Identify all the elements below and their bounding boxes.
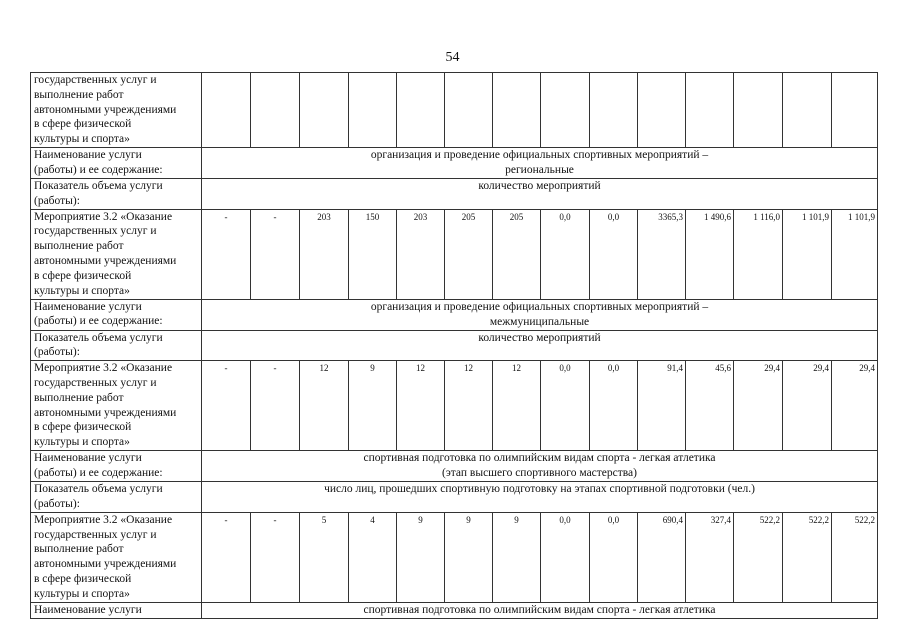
value-cell: 9: [445, 512, 493, 602]
row-label-line: выполнение работ: [34, 88, 124, 101]
table-row: [31, 361, 878, 451]
table-row: [31, 482, 878, 513]
value-cell: [445, 73, 493, 148]
value-cell: -: [251, 361, 300, 451]
value-cell: [493, 73, 541, 148]
value-cell: [686, 73, 734, 148]
value-cell: 1 101,9: [783, 209, 832, 299]
table-row: [31, 73, 878, 148]
row-label: [31, 512, 202, 602]
value-cell: [590, 73, 638, 148]
service-name-line: (этап высшего спортивного мастерства): [442, 467, 637, 480]
service-name-cell: [202, 148, 878, 179]
row-label-line: Показатель объема услуги: [34, 180, 163, 192]
value-cell: -: [202, 512, 251, 602]
value-cell: 12: [397, 361, 445, 451]
row-label: [31, 361, 202, 451]
value-cell: [541, 73, 590, 148]
row-label-line: (работы) и ее содержание:: [34, 315, 163, 328]
indicator-line: число лиц, прошедших спортивную подготовку на этапах спортивной подготовки (чел.): [324, 483, 755, 496]
value-cell: 12: [300, 361, 349, 451]
value-cell: 522,2: [832, 512, 878, 602]
service-name-cell: [202, 299, 878, 330]
row-label-line: культуры и спорта»: [34, 587, 130, 600]
row-label-line: Мероприятие 3.2 «Оказание: [34, 513, 173, 526]
row-label-line: культуры и спорта»: [34, 436, 130, 449]
row-label: [31, 299, 202, 330]
row-label-line: государственных услуг и: [34, 225, 157, 238]
row-label-line: культуры и спорта»: [34, 284, 130, 297]
value-cell: [638, 73, 686, 148]
row-label: [31, 209, 202, 299]
row-label-line: государственных услуг и: [34, 376, 157, 389]
service-name-line: межмуниципальные: [489, 315, 590, 328]
row-label-line: культуры и спорта»: [34, 133, 130, 146]
row-label-line: автономными учреждениями: [34, 406, 177, 419]
value-cell: [783, 73, 832, 148]
value-cell: 1 490,6: [686, 209, 734, 299]
row-label-line: выполнение работ: [34, 543, 124, 556]
value-cell: 690,4: [638, 512, 686, 602]
row-label-line: в сфере физической: [34, 572, 132, 585]
value-cell: 9: [397, 512, 445, 602]
value-cell: [832, 73, 878, 148]
service-name-line: организация и проведение официальных спортивных мероприятий –: [370, 149, 709, 161]
value-cell: 150: [349, 209, 397, 299]
page-number: 54: [445, 50, 460, 65]
value-cell: 0,0: [541, 361, 590, 451]
service-name-line: спортивная подготовка по олимпийским видам спорта - легкая атлетика: [363, 452, 716, 465]
value-cell: 91,4: [638, 361, 686, 451]
row-label-line: (работы):: [34, 346, 80, 359]
value-cell: 4: [349, 512, 397, 602]
table-row: [31, 451, 878, 482]
service-name-line: организация и проведение официальных спортивных мероприятий –: [370, 300, 709, 313]
value-cell: -: [251, 209, 300, 299]
row-label-line: Наименование услуги: [34, 149, 142, 161]
value-cell: 203: [397, 209, 445, 299]
value-cell: 1 101,9: [832, 209, 878, 299]
row-label: [31, 482, 202, 513]
value-cell: 0,0: [541, 209, 590, 299]
value-cell: 45,6: [686, 361, 734, 451]
value-cell: 522,2: [734, 512, 783, 602]
table-row: [31, 209, 878, 299]
value-cell: 29,4: [783, 361, 832, 451]
value-cell: [251, 73, 300, 148]
value-cell: 9: [493, 512, 541, 602]
budget-table: [30, 72, 878, 619]
value-cell: 5: [300, 512, 349, 602]
value-cell: 3365,3: [638, 209, 686, 299]
value-cell: 0,0: [590, 209, 638, 299]
table-row: [31, 299, 878, 330]
row-label-line: в сфере физической: [34, 421, 132, 434]
table-row: [31, 602, 878, 618]
value-cell: 522,2: [783, 512, 832, 602]
indicator-line: количество мероприятий: [478, 180, 601, 192]
service-name-cell: [202, 451, 878, 482]
row-label-line: в сфере физической: [34, 118, 132, 131]
value-cell: 327,4: [686, 512, 734, 602]
value-cell: -: [202, 361, 251, 451]
value-cell: [734, 73, 783, 148]
row-label-line: Мероприятие 3.2 «Оказание: [34, 210, 173, 223]
service-name-line: спортивная подготовка по олимпийским видам спорта - легкая атлетика: [363, 603, 716, 616]
value-cell: 205: [493, 209, 541, 299]
value-cell: [349, 73, 397, 148]
value-cell: 0,0: [590, 361, 638, 451]
row-label-line: Наименование услуги: [34, 603, 142, 616]
value-cell: -: [202, 209, 251, 299]
row-label-line: государственных услуг и: [34, 74, 157, 86]
value-cell: 0,0: [541, 512, 590, 602]
service-name-cell: [202, 602, 878, 618]
indicator-line: количество мероприятий: [478, 331, 601, 344]
row-label: [31, 451, 202, 482]
row-label: [31, 602, 202, 618]
value-cell: 205: [445, 209, 493, 299]
table-row: [31, 330, 878, 361]
value-cell: 203: [300, 209, 349, 299]
table-row: [31, 512, 878, 602]
indicator-cell: [202, 482, 878, 513]
row-label: [31, 179, 202, 210]
value-cell: -: [251, 512, 300, 602]
row-label-line: (работы):: [34, 497, 80, 510]
value-cell: 12: [493, 361, 541, 451]
indicator-cell: [202, 179, 878, 210]
value-cell: 0,0: [590, 512, 638, 602]
row-label-line: Показатель объема услуги: [34, 331, 163, 344]
row-label-line: автономными учреждениями: [34, 254, 177, 267]
row-label-line: (работы) и ее содержание:: [34, 466, 163, 479]
value-cell: 29,4: [832, 361, 878, 451]
row-label: [31, 73, 202, 148]
row-label: [31, 330, 202, 361]
row-label-line: Наименование услуги: [34, 452, 142, 465]
row-label-line: Показатель объема услуги: [34, 483, 163, 496]
value-cell: [202, 73, 251, 148]
row-label-line: государственных услуг и: [34, 528, 157, 541]
row-label-line: (работы) и ее содержание:: [34, 163, 163, 176]
value-cell: 9: [349, 361, 397, 451]
service-name-line: региональные: [505, 164, 574, 176]
row-label-line: Мероприятие 3.2 «Оказание: [34, 362, 173, 375]
row-label-line: (работы):: [34, 194, 80, 207]
row-label-line: Наименование услуги: [34, 300, 142, 313]
row-label-line: автономными учреждениями: [34, 558, 177, 571]
row-label: [31, 148, 202, 179]
table-row: [31, 179, 878, 210]
value-cell: [300, 73, 349, 148]
row-label-line: автономными учреждениями: [34, 103, 177, 116]
value-cell: [397, 73, 445, 148]
row-label-line: выполнение работ: [34, 240, 124, 253]
table-row: [31, 148, 878, 179]
indicator-cell: [202, 330, 878, 361]
value-cell: 29,4: [734, 361, 783, 451]
row-label-line: в сфере физической: [34, 269, 132, 282]
value-cell: 1 116,0: [734, 209, 783, 299]
row-label-line: выполнение работ: [34, 391, 124, 404]
value-cell: 12: [445, 361, 493, 451]
